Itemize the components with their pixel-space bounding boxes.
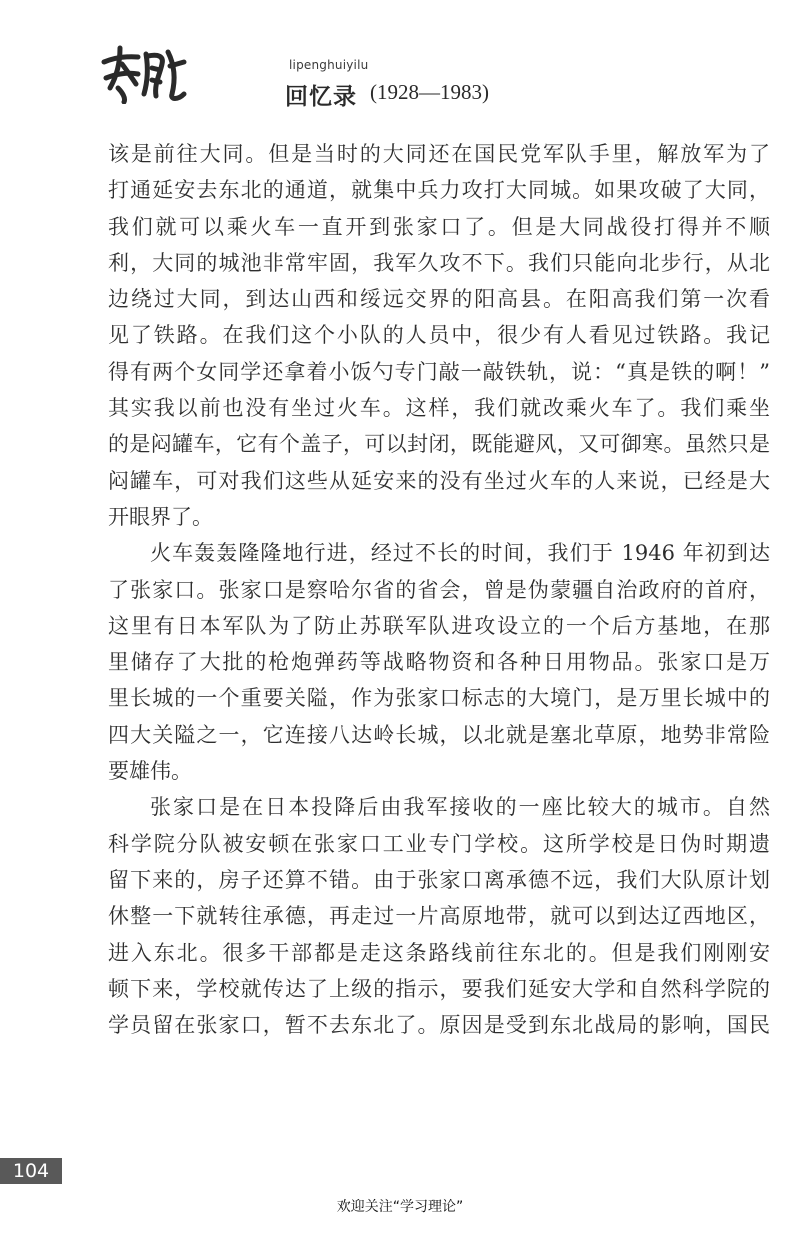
- text-line: 开眼界了。: [108, 504, 213, 529]
- text-line: 利，大同的城池非常牢固，我军久攻不下。我们只能向北步行，从北: [108, 250, 770, 275]
- text-line: 闷罐车，可对我们这些从延安来的没有坐过火车的人来说，已经是大: [108, 468, 770, 493]
- text-line: 得有两个女同学还拿着小饭勺专门敲一敲铁轨，说：“真是铁的啊！”: [108, 359, 770, 384]
- text-line: 这里有日本军队为了防止苏联军队进攻设立的一个后方基地，在那: [108, 613, 770, 638]
- paragraph-1: [108, 136, 770, 535]
- text-line: 里储存了大批的枪炮弹药等战略物资和各种日用物品。张家口是万: [108, 650, 770, 675]
- text-line: 打通延安去东北的通道，就集中兵力攻打大同城。如果攻破了大同，: [108, 178, 770, 203]
- text-line: 进入东北。很多干部都是走这条路线前往东北的。但是我们刚刚安: [108, 940, 770, 965]
- running-header: [98, 44, 518, 116]
- text-line: 该是前往大同。但是当时的大同还在国民党军队手里，解放军为了: [108, 142, 770, 166]
- footer-caption: 欢迎关注“学习理论”: [336, 1199, 464, 1215]
- text-line: 休整一下就转往承德，再走过一片高原地带，就可以到达辽西地区，: [108, 904, 770, 929]
- text-line: 学员留在张家口，暂不去东北了。原因是受到东北战局的影响，国民: [108, 1013, 770, 1038]
- text-line: 其实我以前也没有坐过火车。这样，我们就改乘火车了。我们乘坐: [108, 396, 770, 421]
- text-line: 顿下来，学校就传达了上级的指示，要我们延安大学和自然科学院的: [108, 976, 770, 1001]
- text-line: 我们就可以乘火车一直开到张家口了。但是大同战役打得并不顺: [108, 214, 770, 239]
- header-pinyin: lipenghuiyilu: [289, 58, 369, 72]
- handwritten-signature-logo: [98, 44, 188, 104]
- paragraph-3: [108, 789, 770, 1043]
- body-text: [108, 136, 770, 1043]
- text-line: 要雄伟。: [108, 759, 192, 784]
- text-line: 了张家口。张家口是察哈尔省的省会，曾是伪蒙疆自治政府的首府，: [108, 577, 770, 602]
- text-line: 的是闷罐车，它有个盖子，可以封闭，既能避风，又可御寒。虽然只是: [108, 432, 770, 457]
- text-line: 边绕过大同，到达山西和绥远交界的阳高县。在阳高我们第一次看: [108, 287, 770, 312]
- header-years: (1928—1983): [370, 80, 489, 104]
- text-line: 科学院分队被安顿在张家口工业专门学校。这所学校是日伪时期遗: [108, 831, 770, 856]
- text-line: 火车轰轰隆隆地行进，经过不长的时间，我们于 1946 年初到达: [150, 541, 770, 566]
- page-number: 104: [0, 1158, 62, 1184]
- text-line: 张家口是在日本投降后由我军接收的一座比较大的城市。自然: [150, 795, 770, 820]
- text-line: 留下来的，房子还算不错。由于张家口离承德不远，我们大队原计划: [108, 867, 770, 892]
- text-line: 四大关隘之一，它连接八达岭长城，以北就是塞北草原，地势非常险: [108, 722, 770, 747]
- header-title: 回忆录: [285, 84, 357, 110]
- text-line: 见了铁路。在我们这个小队的人员中，很少有人看见过铁路。我记: [108, 323, 770, 348]
- paragraph-2: [108, 535, 770, 789]
- text-line: 里长城的一个重要关隘，作为张家口标志的大境门，是万里长城中的: [108, 686, 770, 711]
